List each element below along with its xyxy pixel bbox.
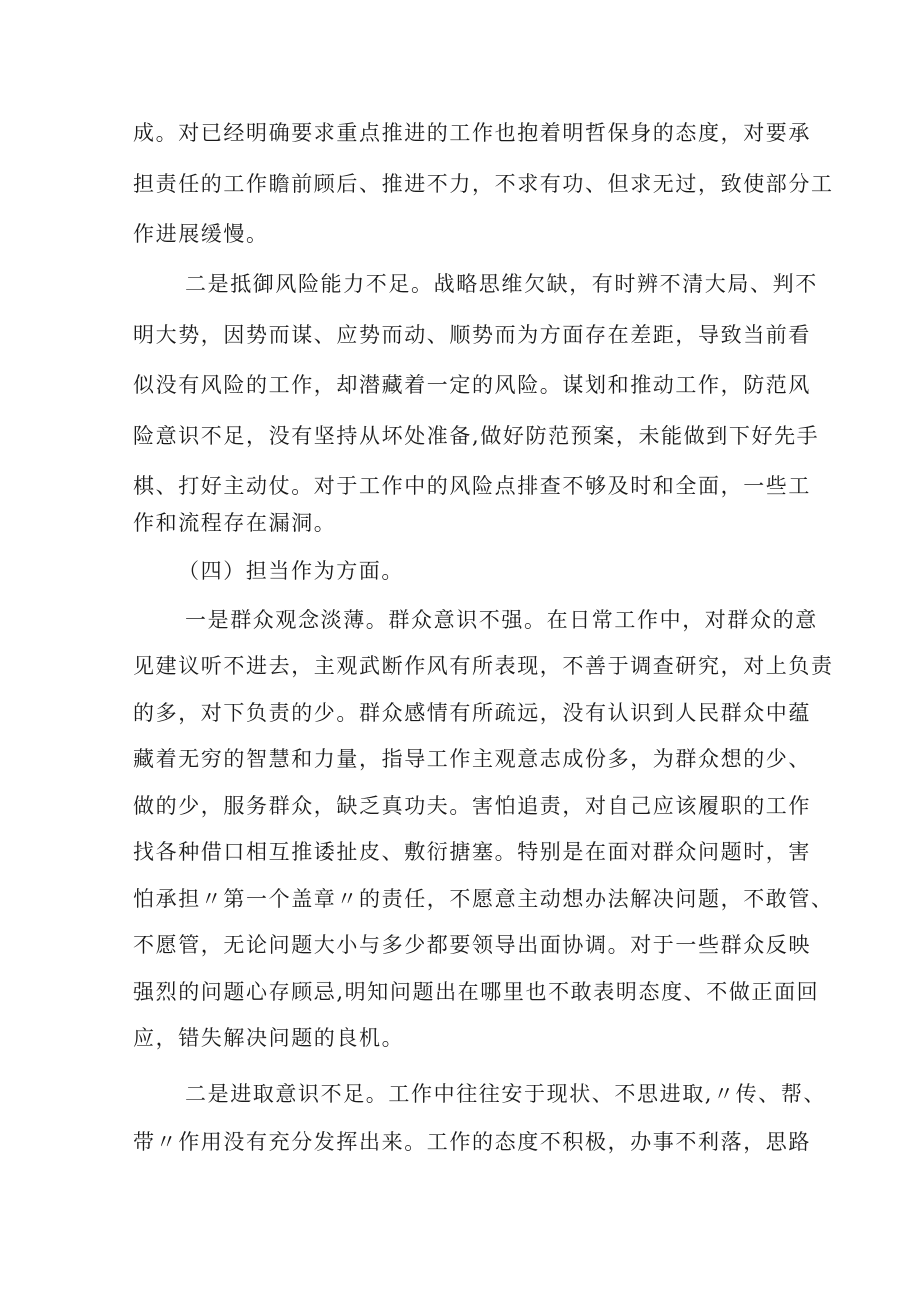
text-line: 带〃作用没有充分发挥出来。工作的态度不积极，办事不利落，思路	[133, 1130, 811, 1154]
text-line: 藏着无穷的智慧和力量，指导工作主观意志成份多，为群众想的少、	[133, 747, 811, 771]
text-line: 找各种借口相互推诿扯皮、敷衍搪塞。特别是在面对群众问题时，害	[133, 840, 811, 864]
paragraph-first-line: 二是进取意识不足。工作中往往安于现状、不思进取,〃传、帮、	[185, 1082, 827, 1106]
text-line: 不愿管，无论问题大小与多少都要领导出面协调。对于一些群众反映	[133, 933, 811, 957]
text-line: 担责任的工作瞻前顾后、推进不力，不求有功、但求无过，致使部分工	[133, 172, 834, 196]
text-line: 强烈的问题心存顾忌,明知问题出在哪里也不敢表明态度、不做正面回	[133, 980, 820, 1004]
paragraph-first-line: 二是抵御风险能力不足。战略思维欠缺，有时辨不清大局、判不	[185, 272, 818, 296]
text-line: 成。对已经明确要求重点推进的工作也抱着明哲保身的态度，对要承	[133, 121, 811, 145]
section-heading: （四）担当作为方面。	[178, 559, 404, 583]
text-line: 怕承担〃第一个盖章〃的责任，不愿意主动想办法解决问题，不敢管、	[133, 887, 834, 911]
text-line: 应，错失解决问题的良机。	[133, 1026, 405, 1050]
text-line: 的多，对下负责的少。群众感情有所疏远，没有认识到人民群众中蕴	[133, 701, 811, 725]
text-line: 险意识不足，没有坚持从坏处准备,做好防范预案，未能做到下好先手	[133, 424, 820, 448]
text-line: 棋、打好主动仗。对于工作中的风险点排查不够及时和全面，一些工	[133, 474, 811, 498]
text-line: 见建议听不进去，主观武断作风有所表现，不善于调查研究，对上负责	[133, 654, 834, 678]
text-line: 做的少，服务群众，缺乏真功夫。害怕追责，对自己应该履职的工作	[133, 794, 811, 818]
text-line: 明大势，因势而谋、应势而动、顺势而为方面存在差距，导致当前看	[133, 323, 811, 347]
paragraph-first-line: 一是群众观念淡薄。群众意识不强。在日常工作中，对群众的意	[185, 608, 818, 632]
text-line: 作和流程存在漏洞。	[133, 511, 337, 535]
text-line: 作进展缓慢。	[133, 222, 269, 246]
text-line: 似没有风险的工作，却潜藏着一定的风险。谋划和推动工作，防范风	[133, 373, 811, 397]
